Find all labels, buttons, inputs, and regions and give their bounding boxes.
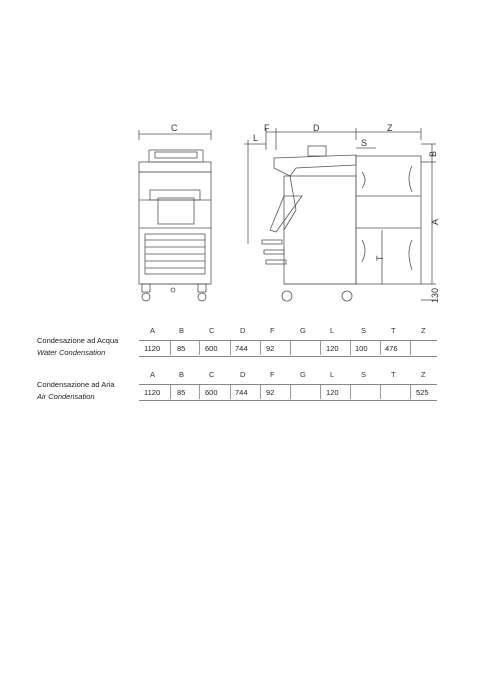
col-header-z: Z — [421, 326, 426, 335]
col-header-a: A — [150, 370, 156, 379]
value-a: 1120 — [144, 388, 161, 397]
dim-f-label: F — [264, 123, 270, 133]
value-c: 600 — [205, 344, 218, 353]
value-b: 85 — [177, 388, 186, 397]
value-a: 1120 — [144, 344, 161, 353]
col-header-b: B — [179, 370, 185, 379]
dim-a-label: A — [430, 218, 440, 225]
col-header-s: S — [361, 370, 367, 379]
value-t: 476 — [385, 344, 398, 353]
col-header-t: T — [391, 370, 396, 379]
air-condensation-table — [37, 370, 437, 410]
table-title-it: Condensazione ad Aria — [37, 380, 115, 389]
value-l: 120 — [326, 388, 339, 397]
table-title-en: Air Condensation — [37, 392, 95, 401]
front-view-machine — [139, 130, 211, 301]
value-c: 600 — [205, 388, 218, 397]
value-d: 744 — [235, 388, 248, 397]
dim-l-label: L — [253, 133, 259, 143]
table-title-en: Water Condensation — [37, 348, 106, 357]
col-header-f: F — [270, 326, 275, 335]
col-header-g: G — [300, 370, 306, 379]
table-title-it: Condesazione ad Acqua — [37, 336, 119, 345]
side-view-machine — [244, 128, 436, 301]
value-f: 92 — [266, 344, 275, 353]
value-b: 85 — [177, 344, 186, 353]
col-header-g: G — [300, 326, 306, 335]
col-header-a: A — [150, 326, 156, 335]
dim-s-label: S — [361, 138, 368, 148]
col-header-d: D — [240, 370, 246, 379]
dim-b-label: B — [428, 150, 438, 157]
value-d: 744 — [235, 344, 248, 353]
col-header-s: S — [361, 326, 367, 335]
col-header-t: T — [391, 326, 396, 335]
dim-t-label: T — [375, 255, 385, 261]
col-header-c: C — [209, 326, 215, 335]
col-header-f: F — [270, 370, 275, 379]
dim-130-label: 130 — [430, 287, 440, 303]
col-header-l: L — [330, 326, 335, 335]
value-s: 100 — [355, 344, 368, 353]
value-z: 525 — [416, 388, 429, 397]
col-header-c: C — [209, 370, 215, 379]
col-header-l: L — [330, 370, 335, 379]
value-f: 92 — [266, 388, 275, 397]
dim-z-label: Z — [387, 123, 393, 133]
col-header-b: B — [179, 326, 185, 335]
dim-c-label: C — [171, 123, 178, 133]
col-header-z: Z — [421, 370, 426, 379]
value-l: 120 — [326, 344, 339, 353]
dim-d-label: D — [313, 123, 320, 133]
col-header-d: D — [240, 326, 246, 335]
water-condensation-table — [37, 326, 437, 366]
